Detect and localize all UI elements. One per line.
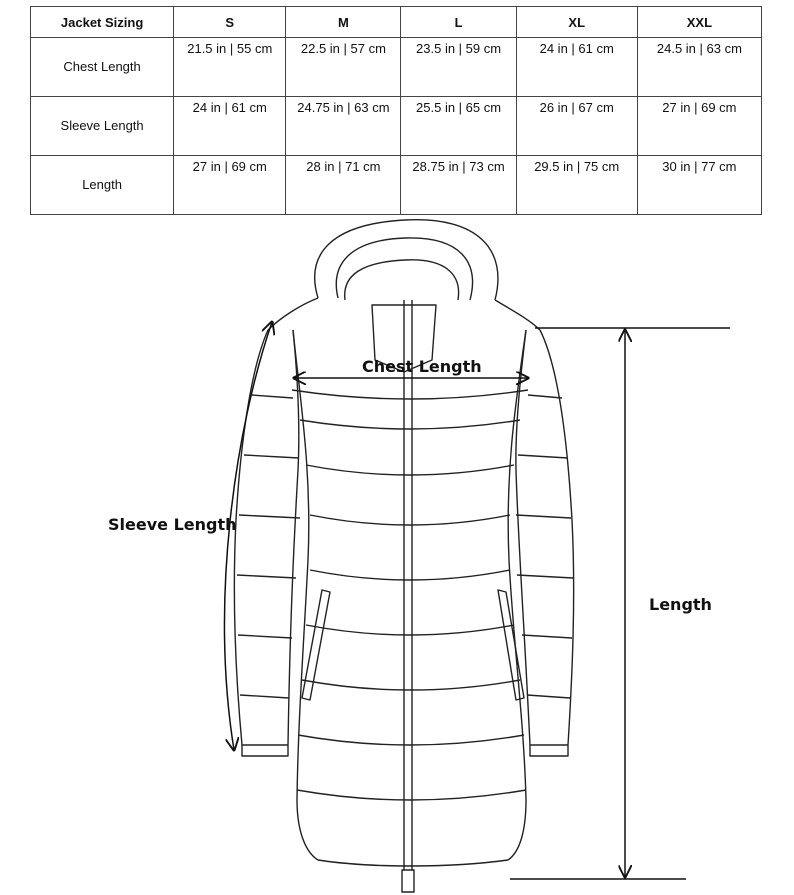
jacket-sizing-table [30,6,762,215]
cell-length-s: 27 in | 69 cm [174,156,286,215]
sleeve-length-label: Sleeve Length [108,515,237,534]
cell-length-l: 28.75 in | 73 cm [401,156,516,215]
cell-sleeve-xxl: 27 in | 69 cm [637,97,761,156]
cell-chest-m: 22.5 in | 57 cm [286,38,401,97]
length-label: Length [649,595,712,614]
hood-inner [336,238,472,300]
chest-length-label: Chest Length [362,357,482,376]
header-size-s: S [174,7,286,38]
jacket-drawing [234,220,573,892]
cell-length-xl: 29.5 in | 75 cm [516,156,637,215]
sleeve-arrow [225,322,272,750]
body-right-side [508,330,526,860]
cell-chest-xl: 24 in | 61 cm [516,38,637,97]
sleeve-left-inner [288,330,299,745]
zipper-pull [402,870,414,892]
cell-chest-xxl: 24.5 in | 63 cm [637,38,761,97]
table-row-chest [31,38,762,97]
cuff-right [530,745,568,756]
cuff-left [242,745,288,756]
cell-sleeve-m: 24.75 in | 63 cm [286,97,401,156]
hood-lining [345,260,459,300]
table-row-length [31,156,762,215]
body-left-side [293,330,318,860]
hem [318,860,508,866]
row-label-length: Length [31,156,174,215]
cell-chest-l: 23.5 in | 59 cm [401,38,516,97]
shoulder-right [495,300,540,330]
cell-sleeve-s: 24 in | 61 cm [174,97,286,156]
cell-length-m: 28 in | 71 cm [286,156,401,215]
row-label-sleeve: Sleeve Length [31,97,174,156]
table-row-sleeve [31,97,762,156]
header-size-l: L [401,7,516,38]
table-header-row [31,7,762,38]
row-label-chest: Chest Length [31,38,174,97]
header-jacket-sizing: Jacket Sizing [31,7,174,38]
cell-sleeve-xl: 26 in | 67 cm [516,97,637,156]
cell-chest-s: 21.5 in | 55 cm [174,38,286,97]
cell-length-xxl: 30 in | 77 cm [637,156,761,215]
cell-sleeve-l: 25.5 in | 65 cm [401,97,516,156]
header-size-m: M [286,7,401,38]
shoulder-left [268,298,318,330]
jacket-diagram [0,210,794,895]
header-size-xxl: XXL [637,7,761,38]
header-size-xl: XL [516,7,637,38]
sleeve-right-outer [540,330,574,745]
